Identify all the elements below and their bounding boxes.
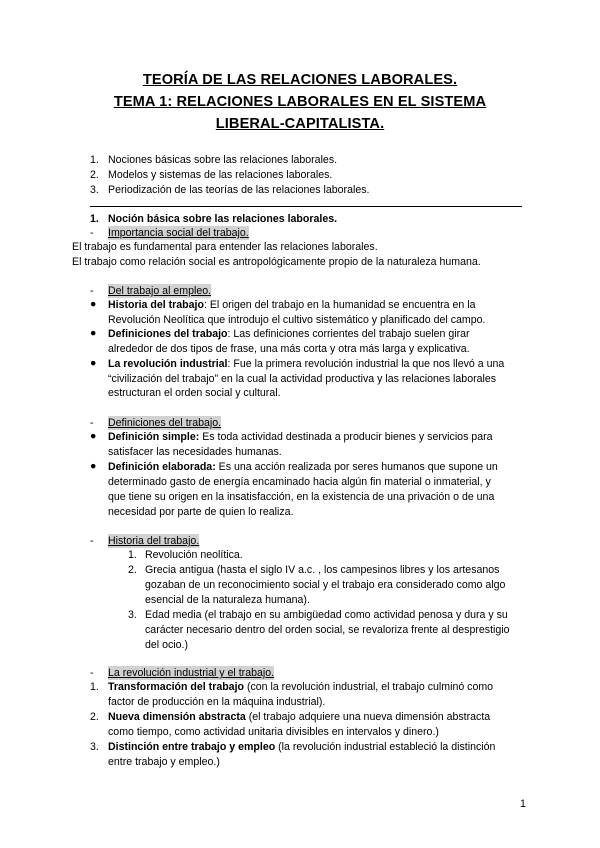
- bullet-line: Historia del trabajo: El origen del trabajo en la humanidad se encuentra en la: [108, 299, 476, 311]
- paragraph: El trabajo es fundamental para entender las relaciones laborales.: [72, 241, 378, 253]
- toc-item: Modelos y sistemas de las relaciones laborales.: [108, 169, 333, 181]
- list-item: del ocio.): [145, 639, 188, 651]
- toc-item: Nociones básicas sobre las relaciones laborales.: [108, 154, 338, 166]
- list-item: Nueva dimensión abstracta (el trabajo adquiere una nueva dimensión abstracta: [108, 711, 491, 723]
- list-item: Grecia antigua (hasta el siglo IV a.c. , los campesinos libres y los artesanos: [145, 564, 500, 576]
- list-item: como tiempo, como actividad unitaria divisibles en intervalos y dinero.): [108, 726, 439, 738]
- horizontal-rule: [90, 206, 522, 207]
- list-item: carácter necesario dentro del orden social, se revaloriza frente al desprestigio: [145, 624, 510, 636]
- subheading-historia: Historia del trabajo.: [108, 535, 200, 547]
- dash-marker: -: [90, 417, 94, 429]
- list-item: factor de producción en la máquina industrial).: [108, 696, 326, 708]
- list-number: 2.: [128, 564, 137, 576]
- subheading-del-trabajo: Del trabajo al empleo.: [108, 285, 212, 297]
- title-line-3: LIBERAL-CAPITALISTA.: [215, 116, 385, 132]
- bullet-icon: ●: [90, 327, 97, 339]
- bullet-icon: ●: [90, 460, 97, 472]
- list-item: Distinción entre trabajo y empleo (la revolución industrial estableció la distinción: [108, 741, 496, 753]
- bullet-line: determinado gasto de energía encaminado hacia algún fin material o inmaterial, y: [108, 476, 491, 488]
- list-number: 3.: [90, 741, 99, 753]
- bullet-icon: ●: [90, 298, 97, 310]
- subheading-importancia: Importancia social del trabajo.: [108, 227, 249, 239]
- list-item: Edad media (el trabajo en su ambigüedad como actividad penosa y dura y su: [145, 609, 508, 621]
- list-item: entre trabajo y empleo.): [108, 756, 220, 768]
- list-item: gozaban de un reconocimiento social y el trabajo era considerado como algo: [145, 579, 506, 591]
- bullet-line: que tiene su origen en la insatisfacción, en la existencia de una privación o de una: [108, 491, 495, 503]
- list-number: 1.: [90, 681, 99, 693]
- subheading-revolucion: La revolución industrial y el trabajo.: [108, 667, 275, 679]
- list-item: Revolución neolítica.: [145, 549, 243, 561]
- bullet-line: alrededor de dos tipos de frase, una más corta y otra más larga y explicativa.: [108, 343, 470, 355]
- dash-marker: -: [90, 535, 94, 547]
- list-item: esencial de la naturaleza humana).: [145, 594, 310, 606]
- dash-marker: -: [90, 227, 94, 239]
- list-number: 1.: [128, 549, 137, 561]
- toc-item: Periodización de las teorías de las relaciones laborales.: [108, 184, 370, 196]
- list-number: 2.: [90, 711, 99, 723]
- toc-num: 1.: [90, 154, 99, 166]
- paragraph: El trabajo como relación social es antropológicamente propio de la naturaleza humana.: [72, 256, 481, 268]
- toc-num: 2.: [90, 169, 99, 181]
- list-item: Transformación del trabajo (con la revolución industrial, el trabajo culminó como: [108, 681, 494, 693]
- list-number: 3.: [128, 609, 137, 621]
- page-number: 1: [520, 798, 526, 810]
- bullet-icon: ●: [90, 430, 97, 442]
- section-heading: Noción básica sobre las relaciones laborales.: [108, 213, 338, 225]
- title-line-2: TEMA 1: RELACIONES LABORALES EN EL SISTEMA: [113, 94, 487, 110]
- bullet-line: “civilización del trabajo” en la cual la actividad productiva y las relaciones laborales: [108, 373, 497, 385]
- bullet-line: Definición simple: Es toda actividad destinada a producir bienes y servicios para: [108, 431, 493, 443]
- section-number: 1.: [90, 213, 99, 225]
- bullet-line: Definición elaborada: Es una acción realizada por seres humanos que supone un: [108, 461, 498, 473]
- bullet-line: necesidad por parte de quien lo realiza.: [108, 506, 294, 518]
- bullet-icon: ●: [90, 357, 97, 369]
- bullet-line: estructuran el orden social y cultural.: [108, 387, 281, 399]
- bullet-line: satisfacer las necesidades humanas.: [108, 446, 282, 458]
- bullet-line: La revolución industrial: Fue la primera revolución industrial la que nos llevó a una: [108, 358, 505, 370]
- title-line-1: TEORÍA DE LAS RELACIONES LABORALES.: [142, 72, 458, 88]
- bullet-line: Revolución Neolítica que introdujo el cultivo sistemático y planificado del campo.: [108, 314, 486, 326]
- dash-marker: -: [90, 285, 94, 297]
- dash-marker: -: [90, 667, 94, 679]
- subheading-definiciones: Definiciones del trabajo.: [108, 417, 222, 429]
- toc-num: 3.: [90, 184, 99, 196]
- bullet-line: Definiciones del trabajo: Las definiciones corrientes del trabajo suelen girar: [108, 328, 470, 340]
